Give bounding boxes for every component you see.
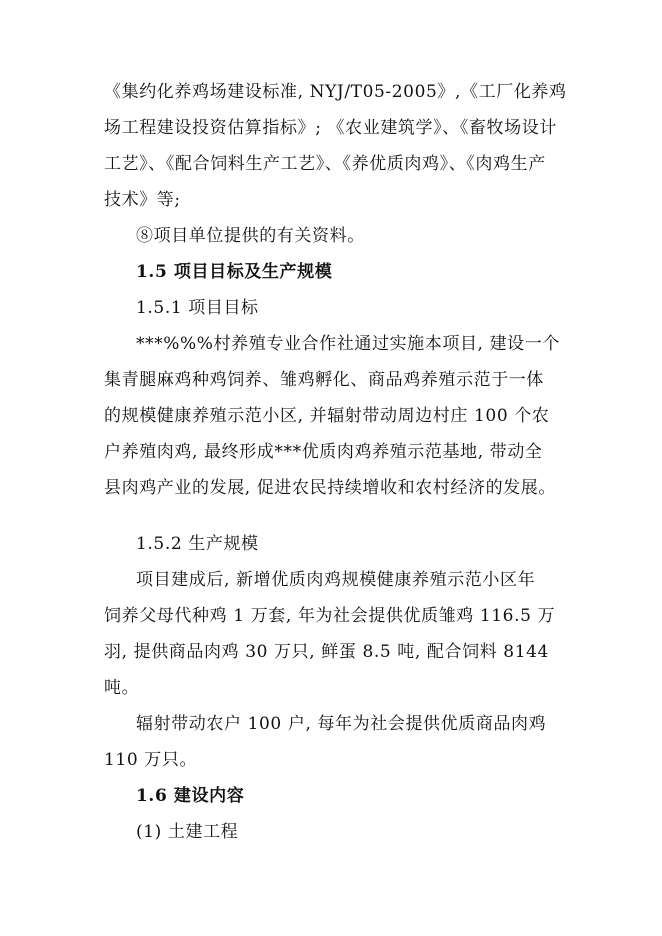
list-item: ⑧项目单位提供的有关资料。: [136, 226, 365, 246]
paragraph-line: 辐射带动农户 100 户, 每年为社会提供优质商品肉鸡: [136, 714, 547, 734]
paragraph-line: 户养殖肉鸡, 最终形成***优质肉鸡养殖示范基地, 带动全: [104, 442, 543, 462]
paragraph-line: 《集约化养鸡场建设标准, NYJ/T05-2005》,《工厂化养鸡: [104, 82, 567, 102]
paragraph-line: 场工程建设投资估算指标》; 《农业建筑学》、《畜牧场设计: [104, 118, 557, 138]
paragraph-line: 集青腿麻鸡种鸡饲养、雏鸡孵化、商品鸡养殖示范于一体: [104, 370, 544, 390]
list-item: (1) 土建工程: [136, 822, 239, 842]
paragraph-line: 技术》等;: [104, 190, 181, 210]
paragraph-line: 的规模健康养殖示范小区, 并辐射带动周边村庄 100 个农: [104, 406, 550, 426]
paragraph-line: ***%%%村养殖专业合作社通过实施本项目, 建设一个: [136, 334, 560, 354]
paragraph-line: 工艺》、《配合饲料生产工艺》、《养优质肉鸡》、《肉鸡生产: [104, 154, 546, 174]
subsection-heading: 1.5.2 生产规模: [136, 534, 259, 554]
paragraph-line: 项目建成后, 新增优质肉鸡规模健康养殖示范小区年: [136, 570, 536, 590]
paragraph-line: 吨。: [104, 678, 140, 698]
subsection-heading: 1.5.1 项目目标: [136, 298, 259, 318]
paragraph-line: 羽, 提供商品肉鸡 30 万只, 鲜蛋 8.5 吨, 配合饲料 8144: [104, 642, 549, 662]
section-heading: 1.6 建设内容: [136, 786, 245, 806]
section-heading: 1.5 项目目标及生产规模: [136, 262, 333, 282]
paragraph-line: 饲养父母代种鸡 1 万套, 年为社会提供优质雏鸡 116.5 万: [104, 606, 556, 626]
paragraph-line: 110 万只。: [104, 750, 198, 770]
paragraph-line: 县肉鸡产业的发展, 促进农民持续增收和农村经济的发展。: [104, 478, 557, 498]
